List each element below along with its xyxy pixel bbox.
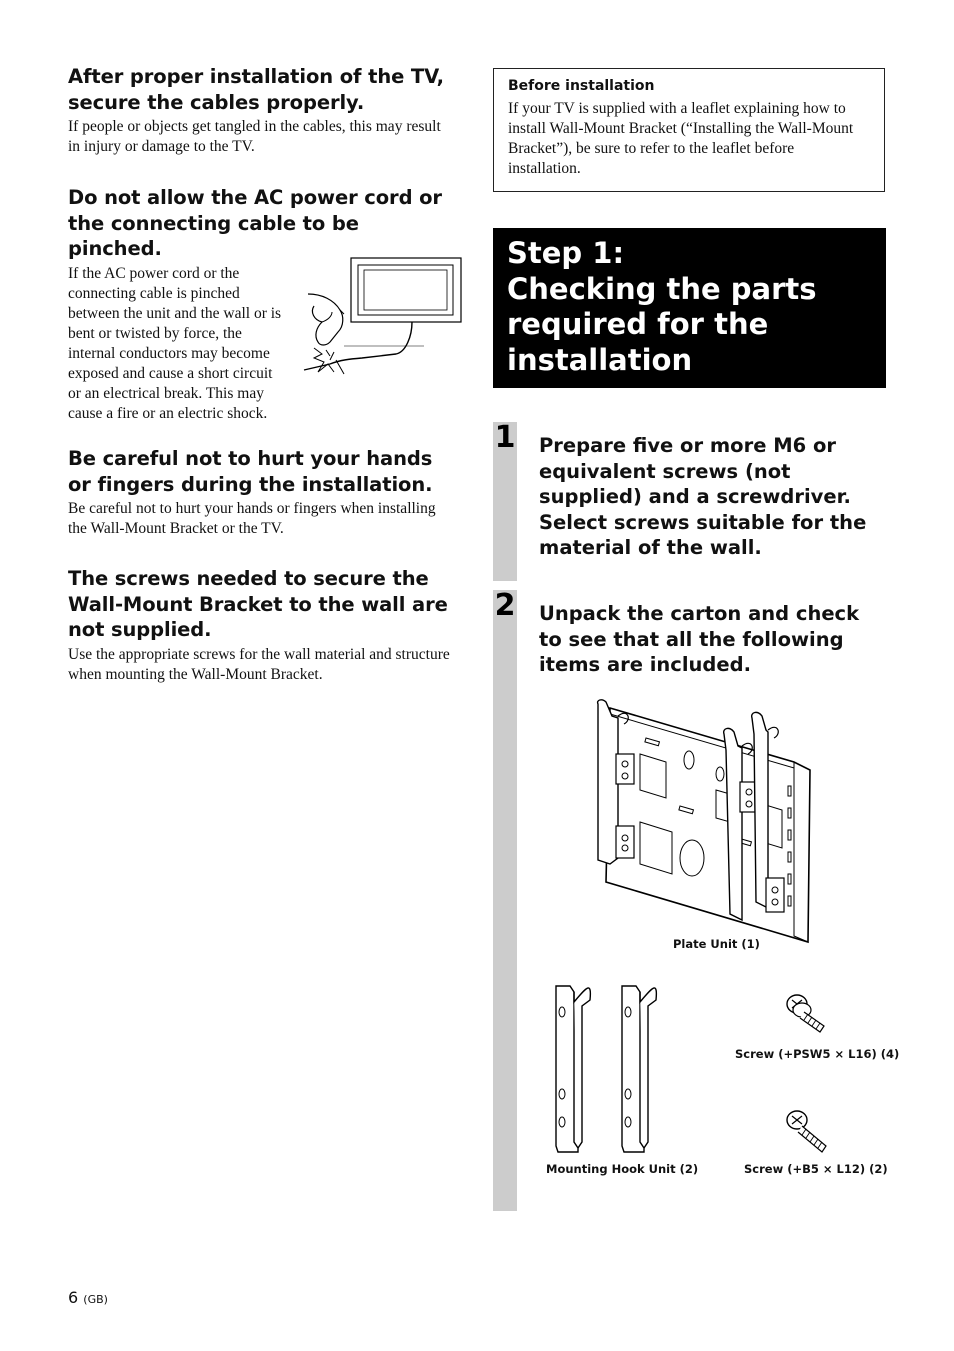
plate-unit-caption: Plate Unit (1) (673, 937, 760, 951)
screw-psw5-caption: Screw (+PSW5 × L16) (4) (735, 1047, 900, 1061)
section-heading: Be careful not to hurt your hands or fingers during the installation. (68, 447, 433, 496)
pinched-cord-illustration (300, 256, 464, 380)
page-number (68, 1288, 108, 1307)
caution-hands-section (68, 446, 452, 539)
section-heading: Do not allow the AC power cord or the connecting cable to be pinched. (68, 186, 442, 260)
section-body: If people or objects get tangled in the cables, this may result in injury or damage to the TV. (68, 118, 441, 155)
step-number: 2 (494, 588, 516, 623)
screw-b5-illustration (784, 1108, 830, 1154)
caution-cables-section (68, 64, 452, 157)
step-banner-line: required for the (507, 307, 769, 341)
step-instruction: Unpack the carton and check to see that all the following items are included. (539, 602, 860, 676)
section-body: Use the appropriate screws for the wall material and structure when mounting the Wall-Mount Bracket. (68, 645, 450, 683)
step-banner-line: installation (507, 342, 693, 377)
step-banner-line: Checking the parts (507, 271, 817, 306)
page-number-value: 6 (68, 1288, 79, 1307)
screw-psw5-illustration (784, 992, 830, 1034)
plate-unit-illustration (588, 698, 814, 946)
note-title: Before installation (508, 78, 655, 94)
step-instruction: Prepare five or more M6 or equivalent screws (not supplied) and a screwdriver. Select screws suitable for the material of the wall. (539, 434, 867, 559)
mounting-hook-illustration (552, 982, 664, 1154)
step-number: 1 (494, 420, 516, 455)
section-body: Be careful not to hurt your hands or fingers when installing the Wall-Mount Bracket or the TV. (68, 500, 436, 537)
mounting-hook-caption: Mounting Hook Unit (2) (546, 1162, 699, 1176)
step-banner (493, 228, 886, 388)
screw-b5-caption: Screw (+B5 × L12) (2) (744, 1162, 888, 1176)
caution-screws-section (68, 566, 452, 685)
section-heading: The screws needed to secure the Wall-Mount Bracket to the wall are not supplied. (68, 567, 448, 641)
note-body: If your TV is supplied with a leaflet explaining how to install Wall-Mount Bracket (“Installing the Wall-Mount Bracket”), be sure to refer to the leaflet before installation. (508, 100, 854, 177)
step-marker-bar (493, 590, 517, 1211)
section-body: If the AC power cord or the connecting cable is pinched between the unit and the wall or is bent or twisted by force, the internal conductors may become exposed and cause a short circuit or an electrical break. This may cause a fire or an electric shock. (68, 264, 282, 422)
step-banner-line: Step 1: (507, 236, 625, 270)
page-region-label: (GB) (83, 1293, 108, 1306)
before-installation-note (493, 68, 885, 192)
section-heading: After proper installation of the TV, secure the cables properly. (68, 65, 444, 114)
